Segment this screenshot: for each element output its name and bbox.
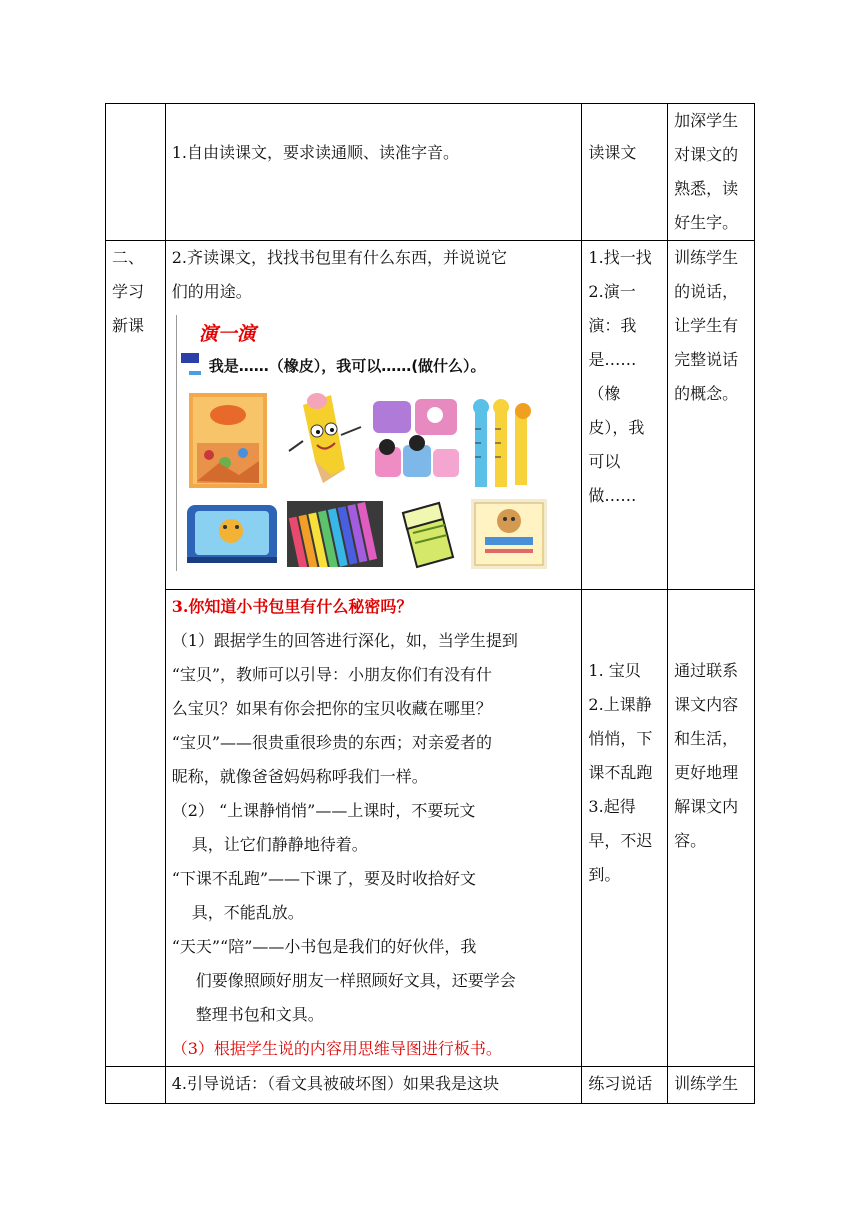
section-label-line: 学习 xyxy=(112,282,145,301)
content-cell xyxy=(165,1067,582,1104)
content-line: 们的用途。 xyxy=(171,282,252,301)
decor-bar xyxy=(189,371,201,375)
student-activity-line: 2.上课静 xyxy=(588,695,652,714)
student-activity-cell xyxy=(582,590,668,1067)
illustration-title: 演一演 xyxy=(198,323,256,345)
student-activity-line: 悄悄，下 xyxy=(588,729,653,748)
student-activity-line: （橡 xyxy=(588,384,621,403)
lesson-plan-table xyxy=(105,103,755,1104)
markers-image xyxy=(287,501,383,567)
table-row xyxy=(106,104,755,241)
student-activity-cell xyxy=(582,104,668,241)
exercise-book-image xyxy=(471,499,547,569)
purpose-cell xyxy=(668,590,755,1067)
student-activity-line: 演：我 xyxy=(588,316,637,335)
content-line: 具，让它们静静地待着。 xyxy=(191,835,368,854)
student-activity-line: 是…… xyxy=(588,350,637,369)
stationery-illustration xyxy=(176,315,547,571)
student-activity-line: 1. 宝贝 xyxy=(588,661,641,680)
student-activity-text: 练习说话 xyxy=(588,1074,653,1093)
purpose-line: 让学生有 xyxy=(674,316,739,335)
content-line: “天天”“陪”——小书包是我们的好伙伴，我 xyxy=(171,937,477,956)
section-cell-empty xyxy=(106,1067,166,1104)
content-line: （2） “上课静悄悄”——上课时，不要玩文 xyxy=(171,801,476,820)
section-label-line: 二、 xyxy=(112,248,145,267)
content-line: “宝贝”——很贵重很珍贵的东西；对亲爱者的 xyxy=(171,733,493,752)
student-activity-line: 1.找一找 xyxy=(588,248,652,267)
sharpener-image xyxy=(369,395,463,491)
content-line: 具，不能乱放。 xyxy=(191,903,304,922)
content-line: 们要像照顾好朋友一样照顾好文具，还要学会 xyxy=(195,971,516,990)
content-line: 整理书包和文具。 xyxy=(195,1005,324,1024)
content-text: 4.引导说话：（看文具被破坏图）如果我是这块 xyxy=(171,1074,499,1093)
purpose-line: 课文内容 xyxy=(674,695,739,714)
purpose-cell xyxy=(668,104,755,241)
student-activity-text: 读课文 xyxy=(588,143,637,162)
student-activity-line: 课不乱跑 xyxy=(588,763,653,782)
decor-bar xyxy=(181,353,199,363)
content-line-highlight: （3）根据学生说的内容用思维导图进行板书。 xyxy=(171,1039,502,1058)
student-activity-line: 3.起得 xyxy=(588,797,636,816)
purpose-text: 训练学生 xyxy=(674,1074,739,1093)
eraser-image xyxy=(399,499,457,571)
student-activity-line: 可以 xyxy=(588,452,621,471)
ruler-image xyxy=(467,399,539,489)
purpose-line: 完整说话 xyxy=(674,350,739,369)
purpose-line: 好生字。 xyxy=(674,213,739,232)
purpose-cell xyxy=(668,1067,755,1104)
purpose-line: 通过联系 xyxy=(674,661,739,680)
content-cell xyxy=(165,104,582,241)
content-cell xyxy=(165,241,582,590)
table-row xyxy=(106,590,755,1067)
table-row xyxy=(106,241,755,590)
content-line: “下课不乱跑”——下课了，要及时收拾好文 xyxy=(171,869,477,888)
pencil-image xyxy=(285,391,367,487)
content-line: “宝贝”，教师可以引导：小朋友你们有没有什 xyxy=(171,665,493,684)
purpose-line: 加深学生 xyxy=(674,111,739,130)
purpose-cell xyxy=(668,241,755,590)
content-line: 么宝贝？如果有你会把你的宝贝收藏在哪里？ xyxy=(171,699,492,718)
student-activity-line: 2.演一 xyxy=(588,282,636,301)
purpose-line: 容。 xyxy=(674,831,707,850)
section-label-line: 新课 xyxy=(112,316,145,335)
pencil-case-image xyxy=(185,501,279,567)
table-row xyxy=(106,1067,755,1104)
textbook-image xyxy=(189,393,267,488)
student-activity-line: 做…… xyxy=(588,486,637,505)
purpose-line: 解课文内 xyxy=(674,797,739,816)
content-cell xyxy=(165,590,582,1067)
purpose-line: 更好地理 xyxy=(674,763,739,782)
purpose-line: 的说话， xyxy=(674,282,739,301)
content-text: 1.自由读课文，要求读通顺、读准字音。 xyxy=(171,143,459,162)
content-line: 昵称，就像爸爸妈妈称呼我们一样。 xyxy=(171,767,428,786)
content-line: （1）跟据学生的回答进行深化，如，当学生提到 xyxy=(171,631,518,650)
student-activity-line: 到。 xyxy=(588,865,621,884)
section-cell-empty xyxy=(106,104,166,241)
student-activity-cell xyxy=(582,241,668,590)
illustration-sentence: 我是……（橡皮），我可以……(做什么）。 xyxy=(208,357,486,375)
student-activity-cell xyxy=(582,1067,668,1104)
purpose-line: 对课文的 xyxy=(674,145,739,164)
section-label-cell xyxy=(106,241,166,1067)
purpose-line: 的概念。 xyxy=(674,384,739,403)
question-heading: 3.你知道小书包里有什么秘密吗？ xyxy=(171,597,413,616)
student-activity-line: 皮），我 xyxy=(588,418,645,437)
content-line: 2.齐读课文，找找书包里有什么东西，并说说它 xyxy=(171,248,507,267)
purpose-line: 训练学生 xyxy=(674,248,739,267)
student-activity-line: 早，不迟 xyxy=(588,831,653,850)
purpose-line: 熟悉，读 xyxy=(674,179,739,198)
purpose-line: 和生活， xyxy=(674,729,739,748)
